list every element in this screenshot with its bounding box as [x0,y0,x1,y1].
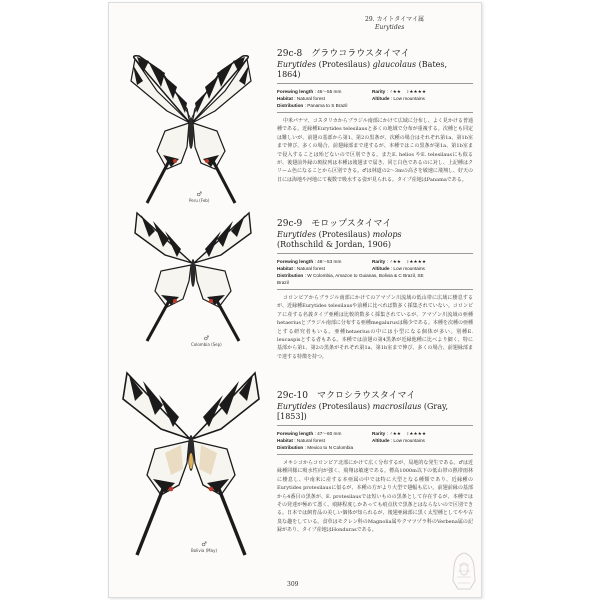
habitat-label: Habitat [277,266,293,271]
butterfly-specimen-glaucolaus [127,51,255,209]
forewing-label: Forewing length [277,89,314,94]
sci-author: (Gray, [1853]) [277,402,449,421]
entry-description: メキシコからコロンビア北部にかけて広く分布するが、局地的な発生である。♂は近縁種同様に吸水性向が強く、飛翔は敏速である。標高1000m以下の低山帯の熱帯雨林に棲息し、中南米に産する本亜属の中では特に大型となる種類であり、近縁種のEurytides protesilausに似るが、本種の方がより大型で翅幅も広い。前翅前縁の基部から4番目の黒条が、E. protesilausでは短いものの黒条として存在するが、本種ではその発達が極めて悪く、痕跡程度しかあっても痕点状で黒条とはならないので区別できる。日本では飼育品の美しい個体が知られるが、後翅亜縁部に黒く太型種としてやや古臭な趣をしている。食草はモクレン科のMagnolia属やクマツヅラ科のVerbena属の記録があり、タイプ産地はHondurasである。 [277,460,473,534]
rarity-label: Rarity [372,259,386,264]
scientific-name [277,402,473,422]
rarity-value: ♂★★ ♀★★★★ [389,89,427,94]
sci-species: glaucolaus [372,60,417,69]
info-block: Forewing length : 47～60 mm Rarity : ♂★★ ♀★★★★ Habitat : Natural forest Altitude : Low mountains Distribution : Mexico to N Colombia [277,431,427,450]
entry-title: 29c-10 マクロシラウスタイマイ [277,391,416,401]
forewing-value: 46～55 mm [317,89,342,94]
header-subtitle: Eurytides [375,24,405,31]
left-forewing [131,56,190,123]
specimen-label: Colombia (Sep) [191,342,222,347]
sci-species: macrosilaus [372,402,422,411]
altitude-label: Altitude [372,266,390,271]
altitude-label: Altitude [372,438,390,443]
altitude-label: Altitude [372,96,390,101]
butterfly-specimen-macrosilaus [121,365,261,561]
species-entry-glaucolaus [277,49,473,184]
entry-title: 29c-9 モロップスタイマイ [277,219,392,229]
info-block: Forewing length : 48～53 mm Rarity : ♂★★ ♀★★★★ Habitat : Natural forest Altitude : Low mountains Distribution : W Colombia, Amazon to Guianas, Bolivia & C Brazil, SE Brazil [277,258,473,286]
right-forewing [192,56,251,123]
entry-description: 中米パナマ、コスタリカからブラジル南部にかけて広域に分布し、よく見かける普通種である。近縁種Eurytides telesilausと多くの地域で分布が重複する。次種とも同定は難しいが、前翅の基部から第1、第2の黒条が、次種の場合はそれぞれ第1a、第1b室まで伸び、多くの場合、前翅縁部まで達するが、本種ではこの黒条が第1a、第1b室まで侵入することは殆どないので区別できる。またE. helios やE. telesilausにも似るが、後翅前外縁の斑紋列は本種は後翅まで届き、同じ白色であるのに対し、上記種はクリーム色になることから区別できる。♂は林道の2～3mの高さを敏速に飛翔し、好天の日には海地や河地にて複数で吸水する姿が見られる。タイプ産地はPanamaである。 [277,118,473,183]
specimen-caption-2 [191,335,222,347]
species-entry-molops [277,219,473,361]
distribution-value: Mexico to N Colombia [307,445,354,450]
distribution-value: Panama to S Brazil [307,103,348,108]
divider [277,425,473,426]
scientific-name [277,230,473,240]
sci-genus: Eurytides [277,402,317,411]
distribution-label: Distribution [277,103,304,108]
male-symbol: ♂ [201,541,207,548]
divider [277,253,473,254]
page-number: 309 [287,581,299,588]
altitude-value: Low mountains [393,266,425,271]
habitat-label: Habitat [277,438,293,443]
sci-species: molops [372,230,402,239]
distribution-value-cont: Brazil [277,280,289,285]
divider [277,112,473,113]
specimen-caption-1 [189,191,209,203]
habitat-label: Habitat [277,96,293,101]
info-block: Forewing length : 46～55 mm Rarity : ♂★★ ♀★★★★ Habitat : Natural forest Altitude : Low mountains Distribution : Panama to S Brazil [277,89,427,108]
altitude-value: Low mountains [393,438,425,443]
sci-subgenus: (Protesilaus) [318,230,371,239]
distribution-label: Distribution [277,445,304,450]
entry-title: 29c-8 グラウコラウスタイマイ [277,49,410,59]
habitat-value: Natural forest [296,266,325,271]
male-symbol: ♂ [196,191,202,198]
rarity-value: ♂★★ ♀★★★★ [389,259,427,264]
sci-author: (Bates, 1864) [277,60,448,79]
male-symbol: ♂ [203,335,210,342]
sci-genus: Eurytides [277,60,317,69]
pharaoh-watermark-icon [451,551,477,591]
sci-subgenus: (Protesilaus) [318,402,371,411]
entry-description: コロンビアからブラジル南部にかけてのアマゾン川流域の低山帯に広域に棲息するが、近縁種Eurytides telesilausや前種に比べれば数多く採集されていない。コロンビアに産する名義タイプ亜種は比較的数多く採集されているが、アマゾン川流域の亜種hetaeriusとブラジル南部に分布する亜種megalurusは稀少である。本種を次種の亜種とする研究者もいる。亜種hetaeriusの中には小型になる個体が多い。別種E. leucaspisとする者もある。本種では前翅の第4黒条が近縁他種に比べより細く、特に基部から第1、第2の黒条がそれぞれ第1a、第1b室まで伸び、多くの場合、前翅縁部まで達する特徴を持つ。 [277,295,473,360]
divider [277,83,473,84]
rarity-label: Rarity [372,89,386,94]
habitat-value: Natural forest [296,96,325,101]
sci-author-line: (Rothschild & Jordan, 1906) [277,240,391,249]
sci-subgenus: (Protesilaus) [318,60,371,69]
header-title: 29. カイトタイマイ属 [365,16,425,23]
running-header [365,16,424,32]
divider [277,289,473,290]
forewing-label: Forewing length [277,431,314,436]
habitat-value: Natural forest [296,438,325,443]
sci-genus: Eurytides [277,230,317,239]
distribution-label: Distribution [277,273,304,278]
specimen-label: Peru (Feb) [189,198,210,203]
specimen-caption-3 [191,541,217,553]
forewing-value: 48～53 mm [317,259,342,264]
distribution-value: W Colombia, Amazon to Guianas, Bolivia & C Brazil, SE [307,273,424,278]
rarity-value: ♂★★ ♀★★★★ [389,431,427,436]
forewing-value: 47～60 mm [317,431,342,436]
forewing-label: Forewing length [277,259,314,264]
rarity-label: Rarity [372,431,386,436]
species-entry-macrosilaus [277,391,473,535]
scientific-name [277,60,473,80]
altitude-value: Low mountains [393,96,425,101]
divider [277,454,473,455]
butterfly-specimen-molops [131,207,255,347]
specimen-label: Bolivia (May) [191,548,218,553]
book-page [108,2,482,598]
